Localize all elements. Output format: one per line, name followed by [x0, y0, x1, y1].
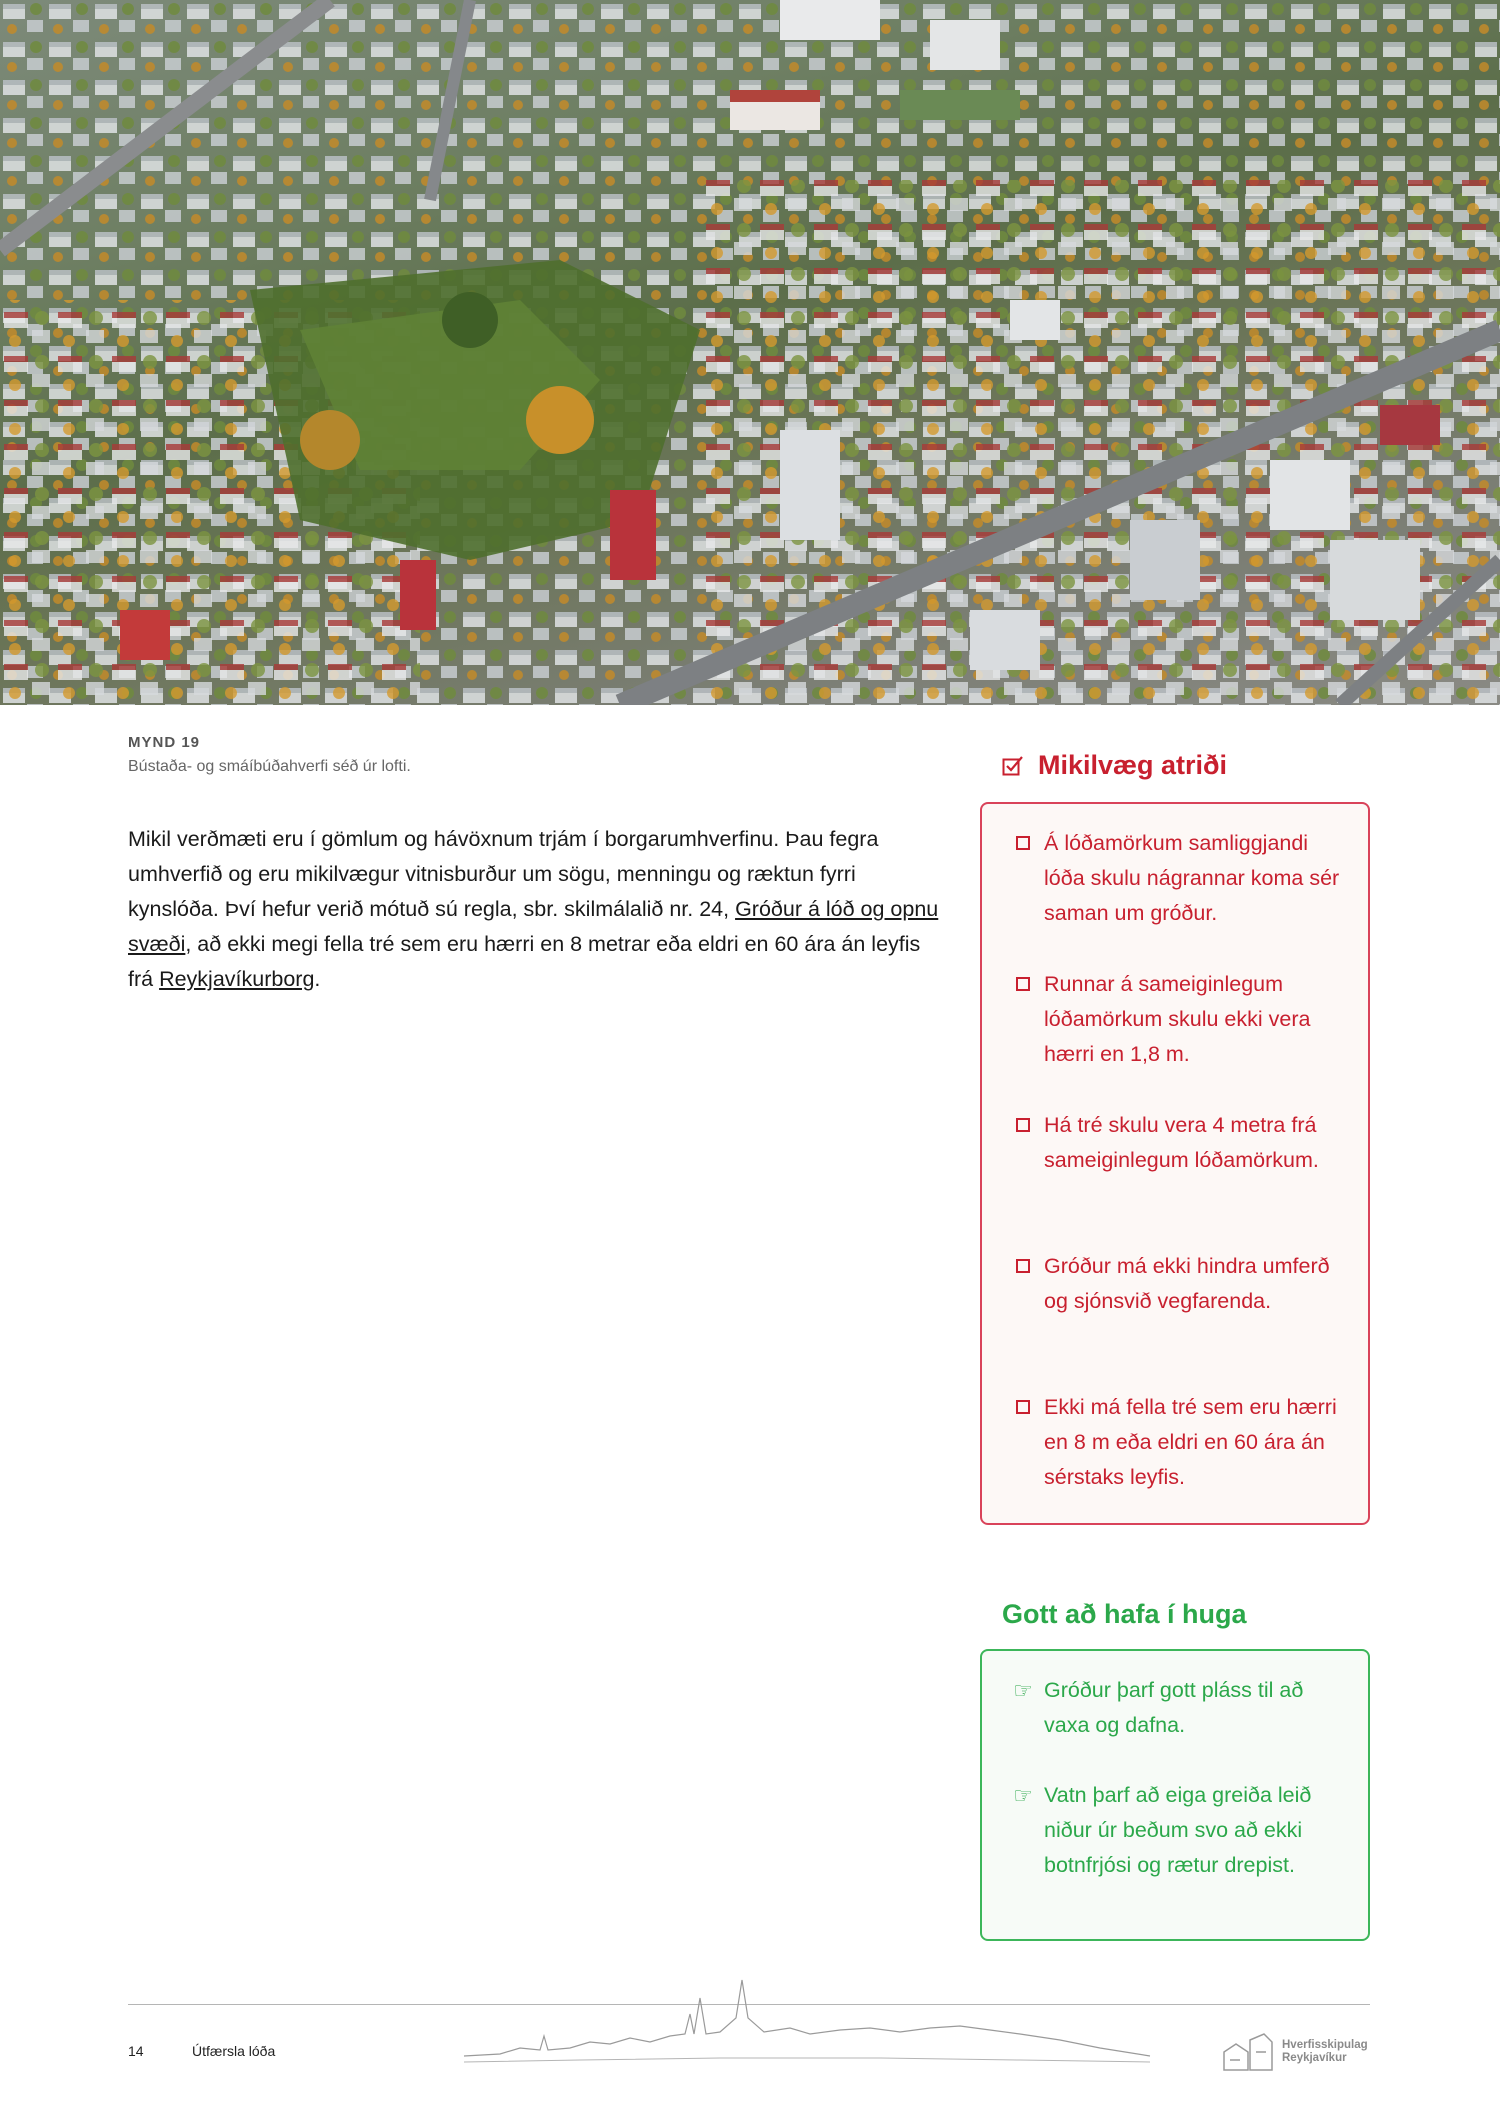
- list-item-text: Runnar á sameiginlegum lóðamörkum skulu ekki vera hærri en 1,8 m.: [1044, 972, 1311, 1066]
- skyline-illustration: [460, 1978, 1160, 2068]
- list-item-text: Ekki má fella tré sem eru hærri en 8 m eða eldri en 60 ára án sérstaks leyfis.: [1044, 1395, 1337, 1489]
- checkbox-icon: [1016, 977, 1030, 991]
- list-item: [1002, 1390, 1354, 1495]
- page-number: 14: [128, 2043, 144, 2059]
- list-item-text: Á lóðamörkum samliggjandi lóða skulu nágrannar koma sér saman um gróður.: [1044, 831, 1340, 925]
- link-grodur-a-lod[interactable]: Gróður á lóð og opnu svæði: [128, 897, 939, 956]
- body-text-part: , að ekki megi fella tré sem eru hærri en 8 metrar eða eldri en 60 ára án leyfis frá: [128, 932, 921, 991]
- list-item: [1002, 826, 1354, 931]
- link-reykjavikurborg[interactable]: Reykjavíkurborg: [159, 967, 315, 991]
- important-points-box: [980, 802, 1370, 1525]
- tips-box: [980, 1649, 1370, 1941]
- list-item: [1002, 1108, 1354, 1178]
- body-text-part: .: [314, 967, 321, 991]
- list-item-text: Gróður má ekki hindra umferð og sjónsvið vegfarenda.: [1044, 1254, 1330, 1313]
- pointing-hand-icon: ☞: [1013, 1678, 1033, 1703]
- logo-icon: [1220, 2030, 1276, 2074]
- figure-caption: Bústaða- og smáíbúðahverfi séð úr lofti.: [128, 758, 411, 775]
- body-text-part: Mikil verðmæti eru í gömlum og hávöxnum trjám í borgarumhverfinu. Þau fegra umhverfið og eru mikilvægur vitnisburður um sögu, menningu og ræktun fyrri kynslóða. Því hefur verið mótuð sú regla, sbr. skilmálalið nr. 24,: [128, 827, 879, 921]
- list-item-text: Vatn þarf að eiga greiða leið niður úr beðum svo að ekki botnfrjósi og rætur drepist.: [1044, 1783, 1312, 1877]
- pointing-hand-icon: ☞: [1013, 1783, 1033, 1808]
- checkbox-icon: [1016, 1118, 1030, 1132]
- section-name: Útfærsla lóða: [192, 2043, 276, 2059]
- checkbox-icon: [1016, 836, 1030, 850]
- list-item-text: Há tré skulu vera 4 metra frá sameiginlegum lóðamörkum.: [1044, 1113, 1319, 1172]
- important-points-title: Mikilvæg atriði: [1038, 750, 1228, 780]
- list-item: [1002, 967, 1354, 1072]
- body-paragraph: [128, 822, 948, 997]
- tips-heading: [1002, 1599, 1247, 1630]
- list-item-text: Gróður þarf gott pláss til að vaxa og dafna.: [1044, 1678, 1304, 1737]
- aerial-photo: [0, 0, 1500, 705]
- checkbox-checked-icon: [1002, 755, 1024, 777]
- checkbox-icon: [1016, 1400, 1030, 1414]
- hverfisskipulag-logo: [1220, 2030, 1368, 2074]
- list-item: [1002, 1673, 1354, 1743]
- list-item: [1002, 1778, 1354, 1883]
- tips-title: Gott að hafa í huga: [1002, 1599, 1247, 1629]
- photo-illustration: [0, 0, 1500, 705]
- important-points-heading: [1002, 750, 1227, 781]
- list-item: [1002, 1249, 1354, 1319]
- figure-label: MYND 19: [128, 734, 201, 751]
- logo-line-2: Reykjavíkur: [1282, 2052, 1347, 2064]
- checkbox-icon: [1016, 1259, 1030, 1273]
- logo-line-1: Hverfisskipulag: [1282, 2039, 1368, 2051]
